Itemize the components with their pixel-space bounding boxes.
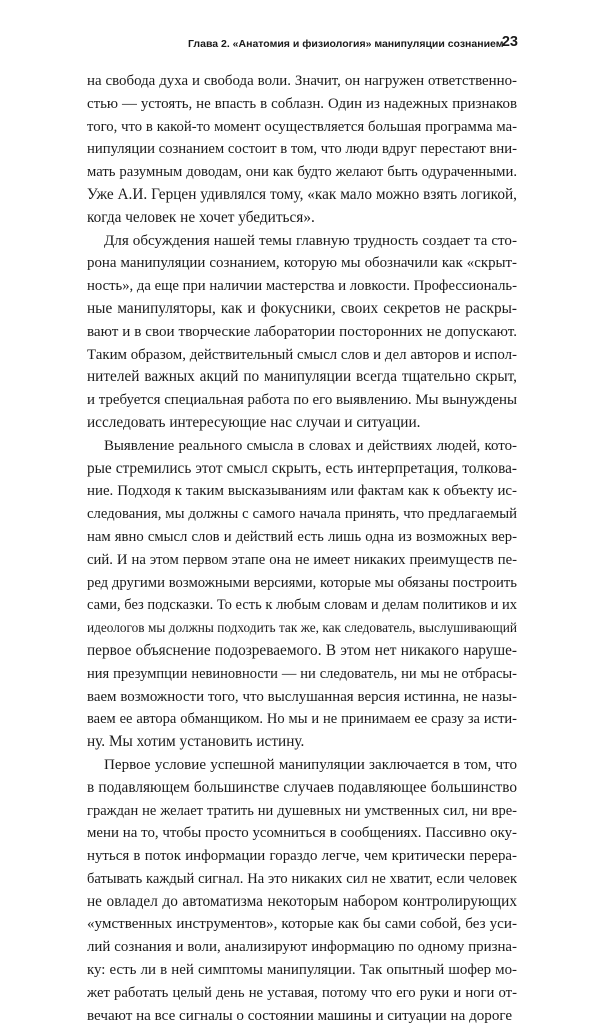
text-line: Выявление реального смысла в словах и действиях людей, кото-	[104, 437, 517, 454]
paragraph	[87, 435, 517, 754]
text-line: ку: есть ли в ней симптомы манипуляции. Так опытный шофер мо-	[87, 962, 517, 979]
text-line: не овладел до автоматизма некоторым набором контролирующих	[87, 892, 517, 910]
paragraph	[87, 754, 517, 1027]
text-line: первое объяснение подозреваемого. В этом нет никакого наруше-	[87, 641, 517, 659]
text-line: ность», да еще при наличии мастерства и ловкости. Профессиональ-	[87, 278, 517, 295]
text-line: ние. Подходя к таким высказываниям или фактам как к объекту ис-	[87, 483, 517, 500]
text-line: ные манипуляторы, как и фокусники, своих секретов не раскры-	[87, 299, 517, 317]
page-number: 23	[501, 34, 518, 50]
text-line: ваем возможности того, что выслушанная версия истинна, не назы-	[87, 688, 517, 705]
text-line: мать разумным доводам, они как будто желают быть одураченными.	[87, 164, 517, 181]
text-line: Первое условие успешной манипуляции заключается в том, что	[104, 756, 517, 773]
text-line: Для обсуждения нашей темы главную трудность создает та сто-	[104, 232, 517, 249]
text-line: нипуляции сознанием состоит в том, что люди вдруг перестают вни-	[87, 141, 517, 158]
text-line: когда человек не хочет убедиться».	[87, 208, 315, 226]
body-text	[87, 70, 517, 1027]
text-line: рона манипуляции сознанием, которую мы обозначили как «скрыт-	[87, 255, 517, 272]
text-line: вают и в свои творческие лаборатории посторонних не допускают.	[87, 323, 517, 340]
text-line: ну. Мы хотим установить истину.	[87, 733, 305, 751]
text-line: мени на то, чтобы просто усомниться в сообщениях. Пассивно оку-	[87, 825, 517, 842]
text-line: батывать каждый сигнал. На это никаких сил не хватит, если человек	[87, 870, 517, 887]
text-line: нам явно смысл слов и действий есть лишь одна из возможных вер-	[87, 528, 517, 545]
text-line: граждан не желает тратить ни душевных ни умственных сил, ни вре-	[87, 802, 517, 819]
text-line: на свобода духа и свобода воли. Значит, он нагружен ответственно-	[87, 73, 517, 89]
text-line: ред другими возможными версиями, которые мы обязаны построить	[87, 574, 517, 591]
chapter-title: Глава 2. «Анатомия и физиология» манипуляции сознанием	[188, 38, 504, 50]
text-line: лий сознания и воли, анализируют информацию по одному призна-	[87, 939, 517, 956]
text-line: в подавляющем большинстве случаев подавляющее большинство	[87, 778, 517, 796]
text-line: следования, мы должны с самого начала принять, что предлагаемый	[87, 506, 517, 523]
text-line: и требуется специальная работа по его выявлению. Мы вынуждены	[87, 392, 517, 409]
text-line: «умственных инструментов», которые как бы сами собой, без уси-	[87, 916, 517, 933]
text-line: рые стремились этот смысл скрыть, есть интерпретация, толкова-	[87, 459, 517, 477]
running-header	[188, 34, 518, 54]
text-line: идеологов мы должны подходить так же, как следователь, выслушивающий	[87, 620, 517, 636]
text-line: вечают на все сигналы о состоянии машины и ситуации на дороге	[87, 1007, 513, 1024]
text-line: исследовать интересующие нас случаи и ситуации.	[87, 413, 421, 431]
text-line: сий. И на этом первом этапе она не имеет никаких преимуществ пе-	[87, 551, 517, 568]
text-line: Таким образом, действительный смысл слов и дел авторов и испол-	[87, 346, 517, 363]
text-line: стью — устоять, не впасть в соблазн. Один из надежных признаков	[87, 95, 517, 112]
text-line: нителей важных акций по манипуляции всегда тщательно скрыт,	[87, 368, 517, 386]
text-line: жет работать целый день не уставая, потому что его руки и ноги от-	[87, 984, 517, 1001]
text-line: того, что в какой-то момент осуществляется большая программа ма-	[87, 118, 517, 135]
text-line: сами, без подсказки. То есть к любым словам и делам политиков и их	[87, 597, 517, 614]
text-line: Уже А.И. Герцен удивлялся тому, «как мало можно взять логикой,	[87, 185, 517, 203]
text-line: ваем ее автора обманщиком. Но мы и не принимаем ее сразу за исти-	[87, 711, 517, 728]
text-line: ния презумпции невиновности — ни следователь, ни мы не отбрасы-	[87, 665, 517, 682]
paragraph	[87, 230, 517, 435]
paragraph	[87, 70, 517, 230]
text-line: нуться в поток информации гораздо легче, чем критически перера-	[87, 848, 517, 865]
